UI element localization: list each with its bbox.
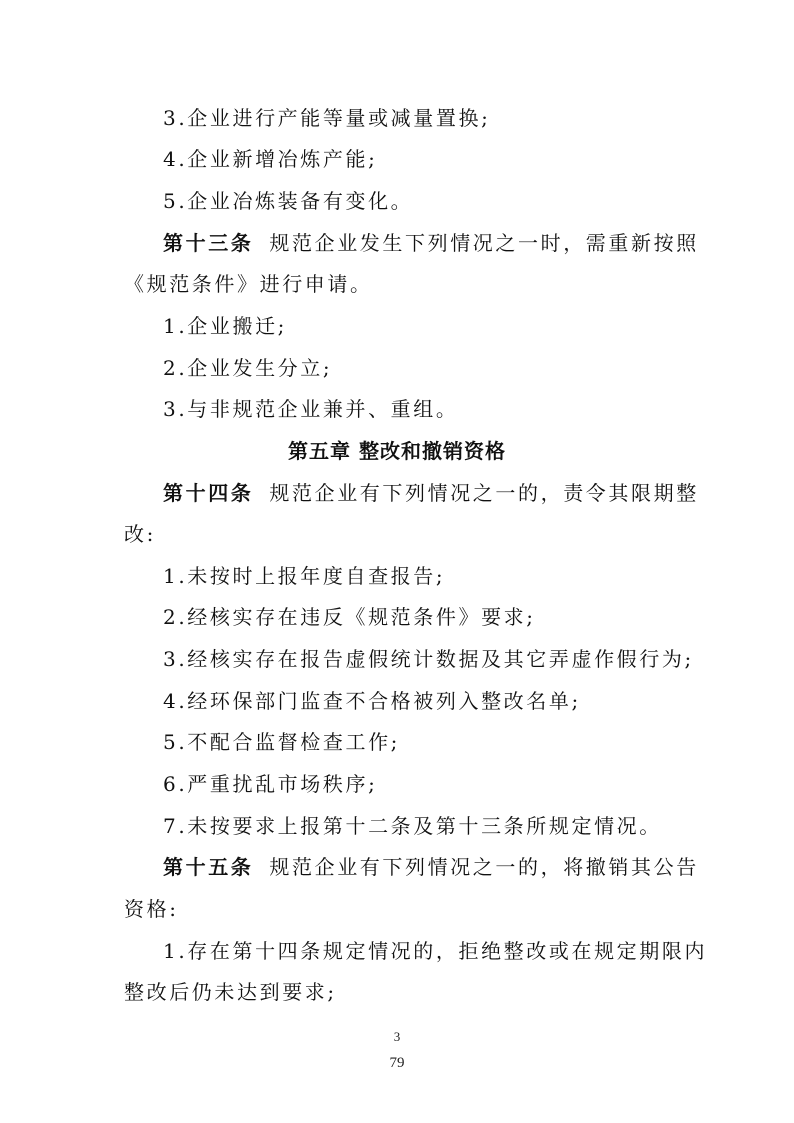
- list-item-continued: 整改后仍未达到要求;: [124, 980, 337, 1004]
- article-13: [163, 229, 699, 257]
- article-text-continued: 改:: [124, 522, 156, 546]
- list-item: 3.经核实存在报告虚假统计数据及其它弄虚作假行为;: [163, 647, 694, 671]
- article-heading: 第十四条: [163, 481, 254, 505]
- article-heading: 第十三条: [163, 231, 254, 255]
- page-number: 3: [393, 1029, 401, 1044]
- article-text: 规范企业有下列情况之一的，将撤销其公告: [269, 855, 699, 879]
- article-text-continued: 资格:: [124, 897, 179, 921]
- document-page-number: 79: [389, 1055, 405, 1071]
- article-heading: 第十五条: [163, 855, 254, 879]
- article-14: [163, 479, 699, 507]
- list-item: 3.企业进行产能等量或减量置换;: [163, 106, 491, 130]
- article-text-continued: 《规范条件》进行申请。: [124, 272, 373, 296]
- list-item: 5.企业冶炼装备有变化。: [163, 189, 414, 213]
- list-item: 1.未按时上报年度自查报告;: [163, 564, 446, 588]
- article-text: 规范企业发生下列情况之一时，需重新按照: [269, 231, 699, 255]
- chapter-heading: 第五章 整改和撤销资格: [288, 439, 506, 463]
- list-item: 1.企业搬迁;: [163, 314, 288, 338]
- article-15: [163, 853, 699, 881]
- list-item: 3.与非规范企业兼并、重组。: [163, 397, 459, 421]
- list-item: 5.不配合监督检查工作;: [163, 730, 401, 754]
- list-item: 2.企业发生分立;: [163, 356, 333, 380]
- list-item: 1.存在第十四条规定情况的，拒绝整改或在规定期限内: [163, 939, 708, 963]
- list-item: 4.经环保部门监查不合格被列入整改名单;: [163, 689, 581, 713]
- list-item: 2.经核实存在违反《规范条件》要求;: [163, 605, 536, 629]
- list-item: 6.严重扰乱市场秩序;: [163, 772, 378, 796]
- article-text: 规范企业有下列情况之一的，责令其限期整: [269, 481, 699, 505]
- list-item: 4.企业新增冶炼产能;: [163, 147, 378, 171]
- list-item: 7.未按要求上报第十二条及第十三条所规定情况。: [163, 814, 662, 838]
